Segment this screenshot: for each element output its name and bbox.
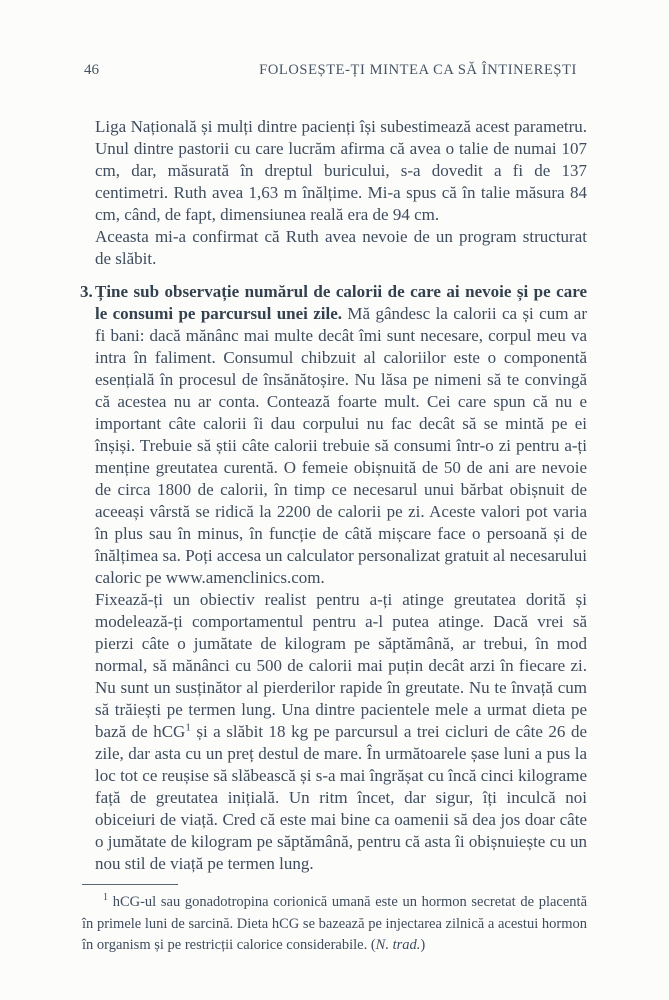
list-item-number: 3. [80,282,93,301]
footnote-italic-note: N. trad. [375,937,421,953]
footnote [82,892,587,957]
running-header-title: FOLOSEȘTE-ȚI MINTEA CA SĂ ÎNTINEREȘTI [259,62,577,78]
footnote-text-segment: ) [420,937,426,953]
footnote-marker: 1 [103,892,108,904]
list-item-body: Mă gândesc la calorii ca și cum ar fi bani: dacă mănânc mai multe decât îmi sunt necesare, corpul meu va intra în faliment. Consumul chibzuit al caloriilor este o componentă esențială în procesul de însănătoșire. Nu lăsa pe nimeni să te convingă că acestea nu ar conta. Contează foarte mult. Cei care spun că nu e important câte calorii îi dau corpului nu fac decât să se mintă pe ei înșiși. Trebuie să știi câte calorii trebuie să consumi într-o zi pentru a-ți menține greutatea curentă. O femeie obișnuită de 50 de ani are nevoie de circa 1800 de calorii, în timp ce necesarul unui bărbat obișnuit de aceeași vârstă se ridică la 2200 de calorii pe zi. Aceste valori pot varia în plus sau în minus, în funcție de câtă mișcare face o persoană și de înălțimea sa. Poți accesa un calculator personalizat gratuit al necesarului caloric pe www.amenclinics.com. [95,304,587,587]
list-item-paragraph [95,589,587,875]
list-item-heading: Ține sub observație numărul de calorii de care ai nevoie și pe care le consumi pe parcursul unei zile. [95,282,587,323]
paragraph: Liga Națională și mulți dintre pacienți își subestimează acest parametru. Unul dintre pastorii cu care lucrăm afirma că avea o talie de numai 107 cm, dar, măsurată în dreptul buricului, s-a dovedit a fi de 137 centimetri. Ruth avea 1,63 m înălțime. Mi-a spus că în talie măsura 84 cm, când, de fapt, dimensiunea reală era de 94 cm. [95,117,587,224]
footnote-separator-rule [82,884,178,885]
footnote-block [82,884,587,957]
list-item-body: și a slăbit 18 kg pe parcursul a trei cicluri de câte 26 de zile, dar asta cu un preț destul de mare. În următoarele șase luni a pus la loc tot ce reușise să slăbească și s-a mai îngrășat cu încă cinci kilograme față de greutatea inițială. Un ritm încet, dar sigur, îți inculcă noi obiceiuri de viață. Cred că este mai bine ca oamenii să dea jos doar câte o jumătate de kilogram pe săptămână, pentru că asta îi obișnuiește cu un nou stil de viață pe termen lung. [95,722,587,873]
main-text-block [80,116,587,875]
numbered-list-item [80,281,587,875]
list-item-body: Fixează-ți un obiectiv realist pentru a-ți atinge greutatea dorită și modelează-ți comportamentul pentru a-l putea atinge. Dacă vrei să pierzi câte o jumătate de kilogram pe săptămână, ar trebui, în mod normal, să mănânci cu 500 de calorii mai puțin decât arzi în fiecare zi. Nu sunt un susținător al pierderilor rapide în greutate. Nu te învață cum să trăiești pe termen lung. Una dintre pacientele mele a urmat dieta pe bază de hCG [95,590,587,741]
list-item-paragraph [95,281,587,589]
paragraph: Aceasta mi-a confirmat că Ruth avea nevoie de un program structurat de slăbit. [95,227,587,268]
page-number: 46 [84,62,99,78]
footnote-text-segment: hCG-ul sau gonadotropina corionică umană este un hormon secretat de placentă în primele luni de sarcină. Dieta hCG se bazează pe injectarea zilnică a acestui hormon în organism și pe restricții calorice considerabile. ( [82,894,588,953]
footnote-reference: 1 [185,721,191,734]
